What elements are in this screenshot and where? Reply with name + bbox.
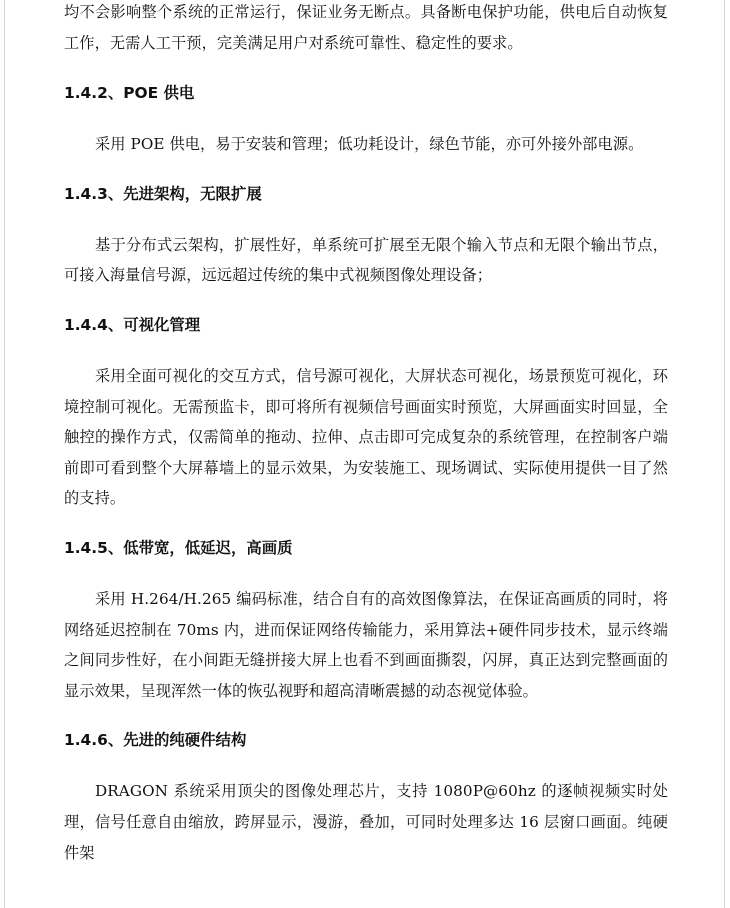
section-heading-architecture: 1.4.3、先进架构，无限扩展 [64, 184, 262, 203]
document-body [64, 0, 668, 868]
page-left-border [4, 0, 5, 908]
section-body-architecture: 基于分布式云架构，扩展性好，单系统可扩展至无限个输入节点和无限个输出节点，可接入海量信号源，远远超过传统的集中式视频图像处理设备； [64, 235, 668, 285]
section-heading-low-latency: 1.4.5、低带宽，低延迟，高画质 [64, 538, 293, 557]
section-heading-hardware: 1.4.6、先进的纯硬件结构 [64, 731, 247, 750]
intro-paragraph: 均不会影响整个系统的正常运行，保证业务无断点。具备断电保护功能，供电后自动恢复工作，无需人工干预，完美满足用户对系统可靠性、稳定性的要求。 [64, 3, 668, 52]
section-body-poe: 采用 POE 供电，易于安装和管理；低功耗设计，绿色节能，亦可外接外部电源。 [95, 135, 644, 154]
section-heading-poe: 1.4.2、POE 供电 [64, 84, 195, 103]
section-body-visual-management: 采用全面可视化的交互方式，信号源可视化，大屏状态可视化，场景预览可视化，环境控制可视化。无需预监卡，即可将所有视频信号画面实时预览，大屏画面实时回显，全触控的操作方式，仅需简单的拖动、拉伸、点击即可完成复杂的系统管理，在控制客户端前即可看到整个大屏幕墙上的显示效果，为安装施工、现场调试、实际使用提供一目了然的支持。 [64, 366, 668, 508]
section-body-low-latency: 采用 H.264/H.265 编码标准，结合自有的高效图像算法，在保证高画质的同时，将网络延迟控制在 70ms 内，进而保证网络传输能力，采用算法+硬件同步技术，显示终端之间同步性好，在小间距无缝拼接大屏上也看不到画面撕裂，闪屏，真正达到完整画面的显示效果，呈现浑然一体的恢弘视野和超高清晰震撼的动态视觉体验。 [64, 589, 668, 700]
section-body-hardware: DRAGON 系统采用顶尖的图像处理芯片，支持 1080P@60hz 的逐帧视频实时处理，信号任意自由缩放，跨屏显示，漫游，叠加，可同时处理多达 16 层窗口画面。纯硬件架 [64, 782, 668, 862]
page-right-border [724, 0, 725, 908]
section-heading-visual-management: 1.4.4、可视化管理 [64, 315, 201, 334]
